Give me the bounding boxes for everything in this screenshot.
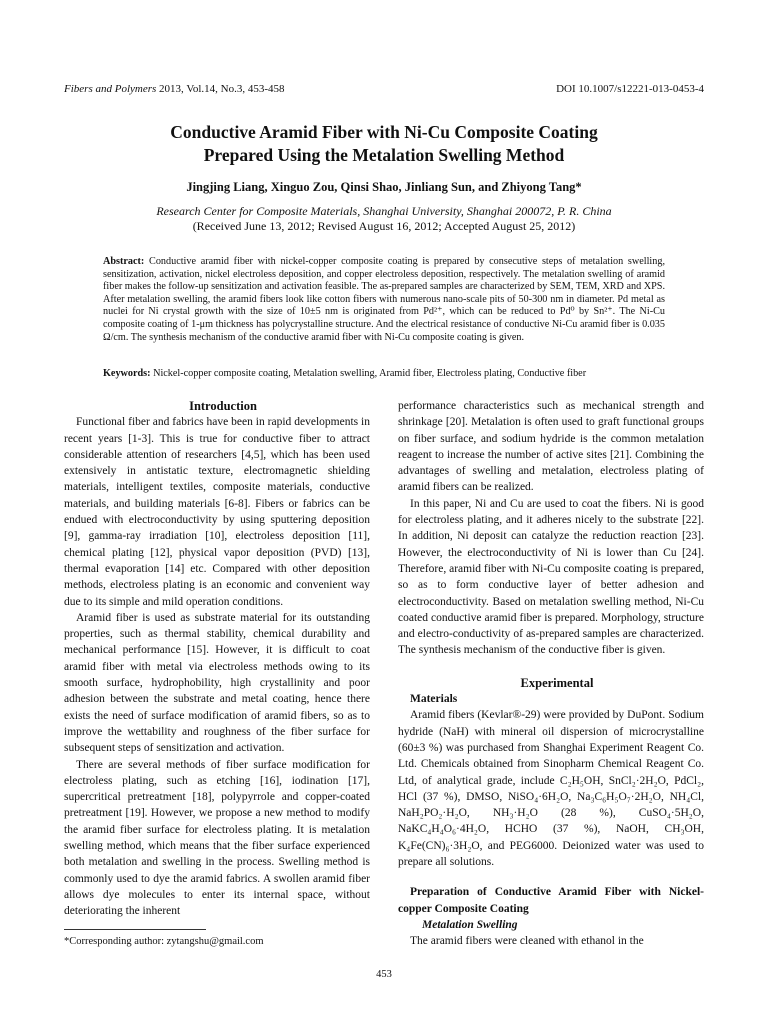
left-column (64, 398, 370, 920)
paper-title (64, 121, 704, 167)
subsubsection-heading-metalation-swelling: Metalation Swelling (422, 918, 518, 931)
paragraph: Aramid fiber is used as substrate material for its outstanding properties, such as thermal stability, chemical durability and mechanical performance [15]. However, it is difficult to coat aramid fiber with metal via electroless methods owing to its smooth surface, hydrophobility, high crystallinity and poor adhesion between the substrate and metal coating, hence there exists the need of surface modification of aramid fibers, so as to improve the wettability and roughness of the fiber surface for subsequent steps of sensitization and activation. (64, 611, 370, 755)
right-column (398, 398, 704, 950)
journal-citation (64, 83, 285, 95)
section-heading-experimental: Experimental (520, 675, 594, 690)
keywords (103, 368, 665, 379)
paragraph: There are several methods of fiber surface modification for electroless plating, such as etching [16], iodination [17], supercritical pretreatment [18], polypyrrole and copper-coated pretreatment [19]. However, we propose a new method to modify the aramid fiber surface for electroless plating. It is metalation swelling method, which means that the fiber surface experienced both metalation and swelling in the process. Swelling method is commonly used to dye the aramid fabrics. A swollen aramid fiber allows dye molecules to enter its internal space, without deteriorating the inherent (64, 758, 370, 918)
abstract (103, 256, 665, 344)
page-number: 453 (376, 969, 392, 980)
paragraph: In this paper, Ni and Cu are used to coat the fibers. Ni is good for electroless plating, and it adheres nicely to the substrate [22]. In addition, Ni deposit can catalyze the reduction reaction [23]. However, the electroconductivity of Ni is lower than Cu [24]. Therefore, aramid fiber with Ni-Cu composite coating is prepared, so as to form conductive layer of better adhesion and electroconductivity. Based on metalation swelling method, Ni-Cu coated conductive aramid fiber is prepared. Morphology, structure and electro-conductivity of as-prepared samples are characterized. The synthesis mechanism of the conductive fiber is given. (398, 497, 704, 657)
subsection-heading-materials: Materials (410, 693, 458, 706)
doi: DOI 10.1007/s12221-013-0453-4 (556, 83, 704, 95)
journal-name: Fibers and Polymers (64, 83, 157, 95)
received-dates: (Received June 13, 2012; Revised August 16, 2012; Accepted August 25, 2012) (192, 219, 576, 233)
abstract-label: Abstract: (103, 256, 145, 267)
author-list: Jingjing Liang, Xinguo Zou, Qinsi Shao, Jinliang Sun, and Zhiyong Tang* (186, 180, 582, 194)
paragraph: Functional fiber and fabrics have been in rapid developments in recent years [1-3]. This is true for conductive fiber to attract considerable attention of researchers [4,5], which has been used extensively in antistatic texture, electromagnetic shielding materials, intelligent textiles, composite materials, conductive materials, and building materials [6-8]. Fibers or fabrics can be endued with electroconductivity by using sputtering deposition [9], gamma-ray irradiation [10], electroless deposition [11], chemical plating [12], physical vapor deposition (PVD) [13], thermal evaporation [14] etc. Compared with other deposition methods, electroless plating is an economic and convenient way due to its simple and mild operation conditions. (64, 416, 370, 608)
paragraph: performance characteristics such as mechanical strength and shrinkage [20]. Metalation is often used to graft functional groups on fiber surface, and sodium hydride is the common metalation reagent to increase the number of active sites [21]. Combining the advantages of swelling and metalation, electroless plating of aramid fibers can be realized. (398, 400, 704, 494)
paragraph: The aramid fibers were cleaned with ethanol in the (410, 935, 644, 948)
affiliation: Research Center for Composite Materials, Shanghai University, Shanghai 200072, P. R. China (156, 204, 612, 218)
journal-volume: 2013, Vol.14, No.3, 453-458 (156, 83, 285, 95)
footnote-corresponding-author: *Corresponding author: zytangshu@gmail.com (64, 936, 264, 947)
subsection-heading-preparation: Preparation of Conductive Aramid Fiber with Nickel-copper Composite Coating (398, 886, 704, 915)
footnote-divider (64, 929, 206, 930)
title-line-1: Conductive Aramid Fiber with Ni-Cu Composite Coating (170, 122, 598, 142)
title-line-2: Prepared Using the Metalation Swelling Method (203, 145, 565, 165)
keywords-text: Nickel-copper composite coating, Metalation swelling, Aramid fiber, Electroless plating, Conductive fiber (150, 368, 587, 379)
section-heading-introduction: Introduction (189, 399, 257, 413)
paragraph: Aramid fibers (Kevlar®-29) were provided by DuPont. Sodium hydride (NaH) with mineral oil dispersion of microcrystalline (60±3 %) was purchased from Shanghai Experiment Reagent Co. Ltd. Chemicals obtained from Sinopharm Chemical Reagent Co. Ltd, of analytical grade, include C₂H₅OH, SnCl₂·2H₂O, PdCl₂, HCl (37 %), DMSO, NiSO₄·6H₂O, Na₃C₆H₅O₇·2H₂O, NH₄Cl, NaH₂PO₂·H₂O, NH₃·H₂O (28 %), CuSO₄·5H₂O, NaKC₄H₄O₆·4H₂O, HCHO (37 %), NaOH, CH₃OH, K₄Fe(CN)₆·3H₂O, and PEG6000. Deionized water was used to prepare all solutions. (398, 709, 704, 869)
keywords-label: Keywords: (103, 368, 151, 379)
abstract-text: Conductive aramid fiber with nickel-copper composite coating is prepared by consecutive steps of metalation swelling, sensitization, activation, nickel electroless deposition, and copper electroless deposition, respectively. The metalation swelling of aramid fiber makes the follow-up sensitization and activation feasible. The as-prepared samples are characterized by SEM, TEM, XRD and XPS. After metalation swelling, the aramid fibers look like cotton fibers with numerous nano-scale pits of 50-300 nm in diameter. Pd metal as nuclei for Ni crystal growth with the size of 10±5 nm is originated from Pd²⁺, which can be reduced to Pd⁰ by Sn²⁺. The Ni-Cu composite coating of 1-μm thickness has polycrystalline structure. And the electrical resistance of conductive Ni-Cu aramid fiber is 0.035 Ω/cm. The synthesis mechanism of the conductive aramid fiber with Ni-Cu composite coating is given. (103, 256, 665, 343)
